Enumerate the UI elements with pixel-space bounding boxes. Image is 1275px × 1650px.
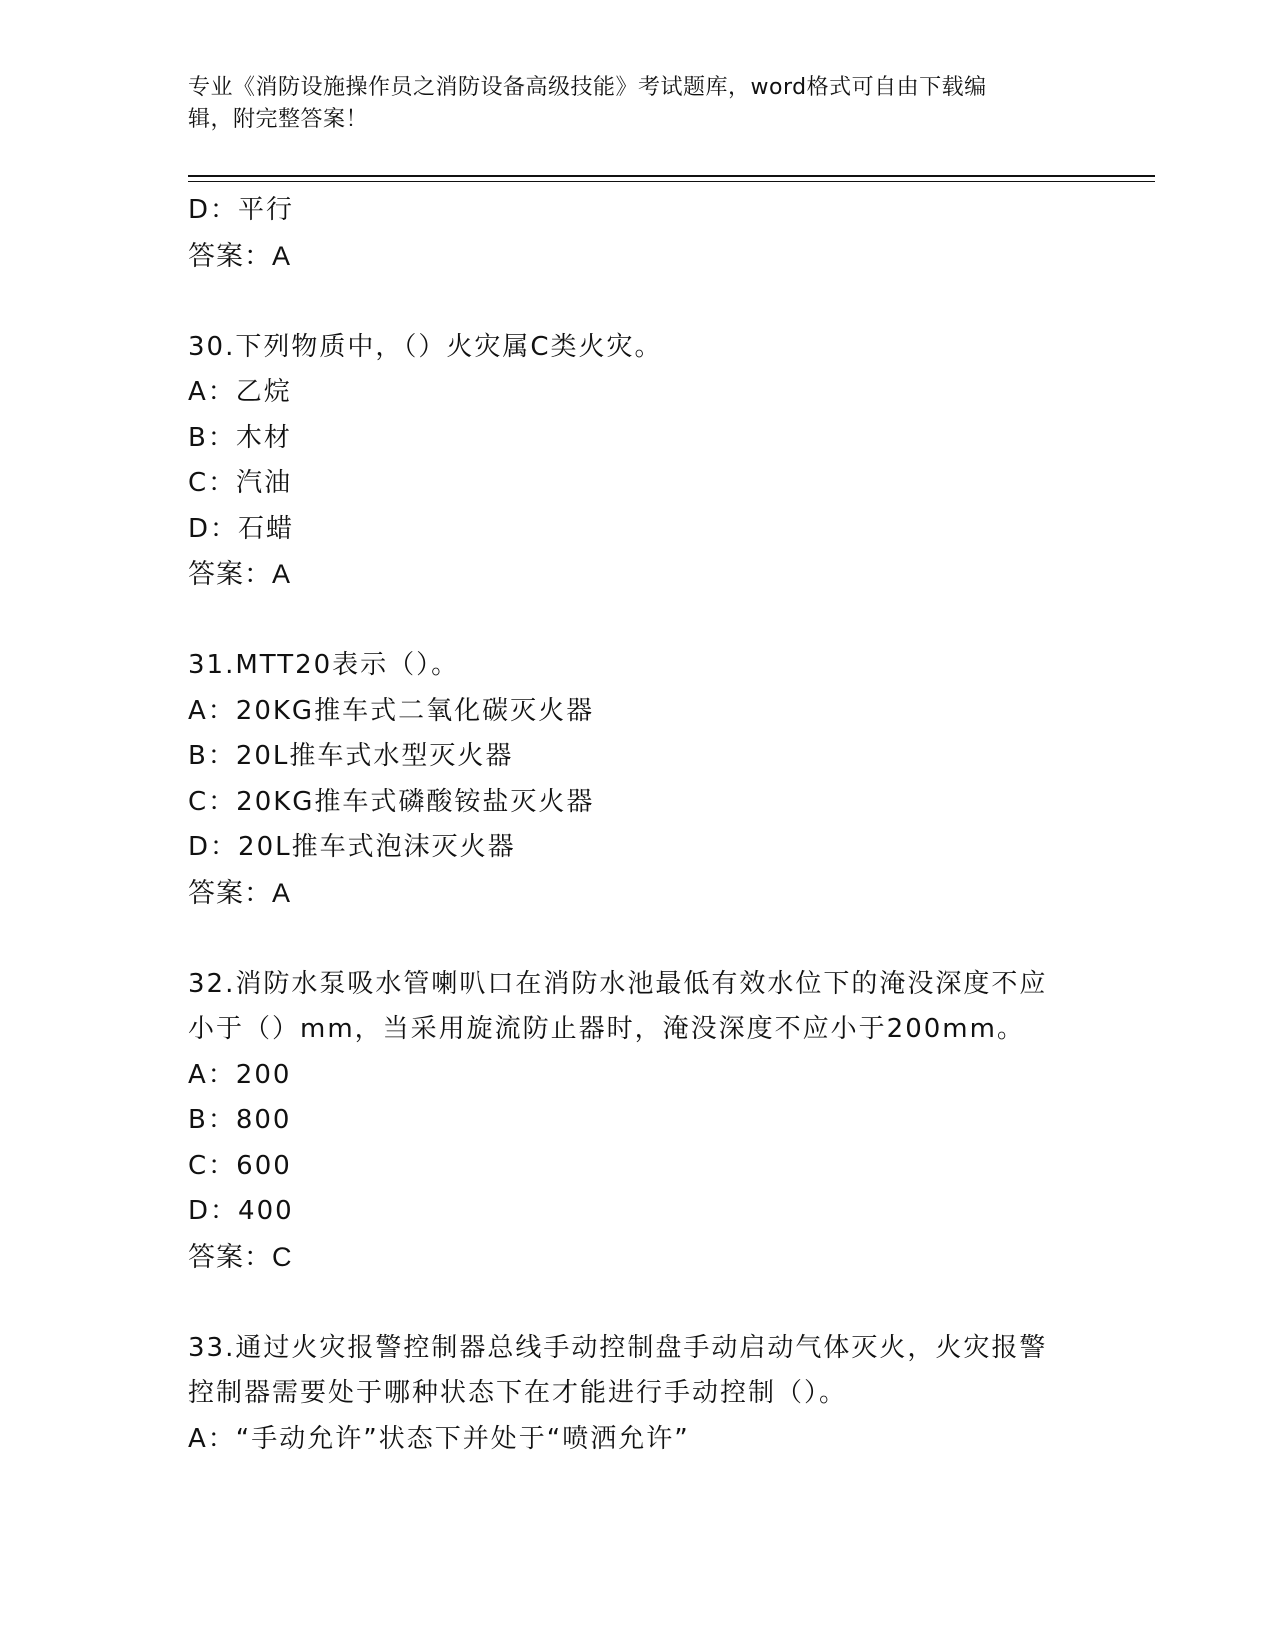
answer-line: 答案：C	[188, 1241, 293, 1272]
option-c: C：600	[188, 1150, 292, 1181]
question-stem: 30.下列物质中，（）火灾属C类火灾。	[188, 331, 663, 362]
document-header	[188, 72, 1068, 136]
question-stem: 31.MTT20表示（）。	[188, 650, 460, 680]
option-a: A：“手动允许”状态下并处于“喷洒允许”	[188, 1423, 690, 1454]
option-b: B：800	[188, 1105, 292, 1135]
option-a: A：乙烷	[188, 377, 292, 407]
option-d: D：20L推车式泡沫灭火器	[188, 832, 516, 862]
option-a: A：20KG推车式二氧化碳灭火器	[188, 695, 595, 726]
question-stem-line-2: 控制器需要处于哪种状态下在才能进行手动控制（）。	[188, 1378, 848, 1408]
option-c: C：汽油	[188, 468, 293, 498]
option-d: D：平行	[188, 195, 295, 225]
question-list	[188, 188, 1088, 1462]
spacer	[188, 598, 1088, 644]
question-stem-line-1: 32.消防水泵吸水管喇叭口在消防水池最低有效水位下的淹没深度不应	[188, 968, 1048, 999]
option-b: B：木材	[188, 422, 292, 453]
option-d: D：石蜡	[188, 513, 295, 544]
option-a: A：200	[188, 1059, 292, 1090]
answer-line: 答案：A	[188, 559, 292, 589]
header-divider-thick	[188, 175, 1155, 177]
option-d: D：400	[188, 1196, 294, 1226]
header-line-2: 辑，附完整答案！	[188, 107, 369, 132]
header-divider-thin	[188, 181, 1155, 182]
question-stem-line-1: 33.通过火灾报警控制器总线手动控制盘手动启动气体灭火，火灾报警	[188, 1332, 1048, 1363]
spacer	[188, 1280, 1088, 1326]
option-b: B：20L推车式水型灭火器	[188, 741, 514, 771]
answer-line: 答案：A	[188, 240, 292, 271]
answer-line: 答案：A	[188, 877, 292, 908]
spacer	[188, 916, 1088, 962]
spacer	[188, 279, 1088, 325]
header-line-1: 专业《消防设施操作员之消防设备高级技能》考试题库，word格式可自由下载编	[188, 75, 987, 100]
option-c: C：20KG推车式磷酸铵盐灭火器	[188, 786, 595, 817]
question-stem-line-2: 小于（）mm，当采用旋流防止器时，淹没深度不应小于200mm。	[188, 1014, 1025, 1044]
